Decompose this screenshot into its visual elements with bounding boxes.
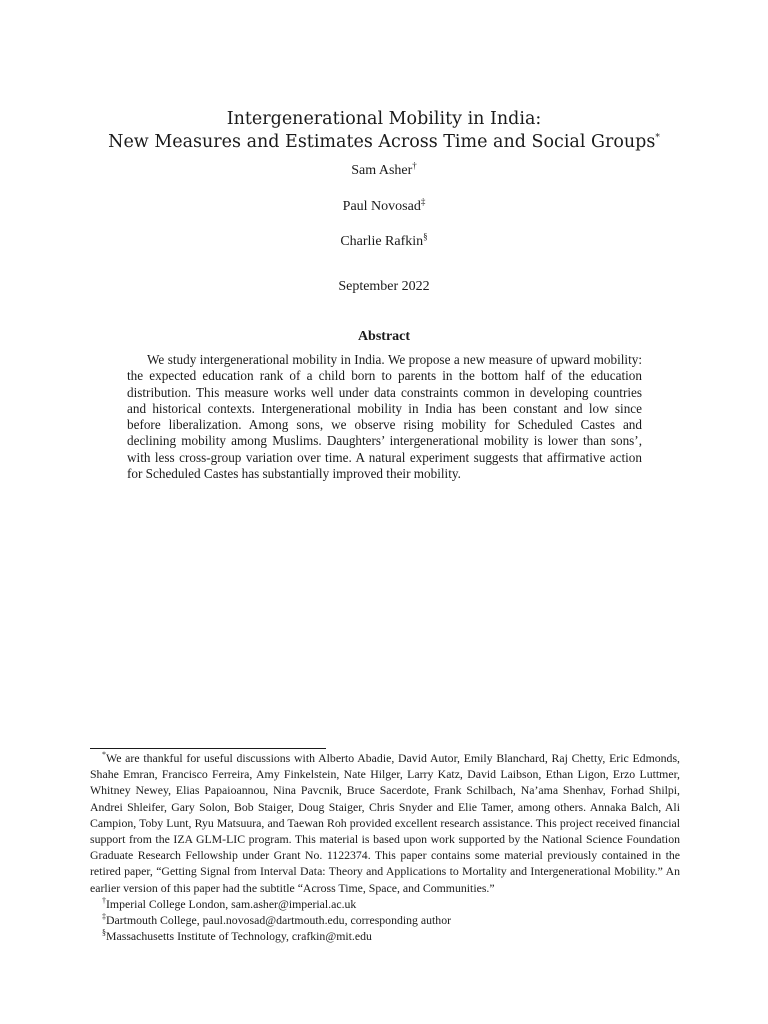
footnote-text: Imperial College London, sam.asher@imperial.ac.uk bbox=[106, 896, 357, 911]
title-footnote-mark: * bbox=[655, 133, 660, 144]
author-footnote-mark: † bbox=[412, 160, 417, 171]
footnote-acknowledgements bbox=[90, 750, 680, 896]
author-1 bbox=[0, 162, 768, 180]
author-name: Sam Asher bbox=[351, 163, 413, 178]
abstract-heading: Abstract bbox=[357, 329, 411, 344]
abstract-body: We study intergenerational mobility in India. We propose a new measure of upward mobility: the expected education rank of a child born to parents in the bottom half of the education distribution. This measure works well under data constraints common in developing countries and historical contexts. Intergenerational mobility in India has been constant and low since before liberalization. Among sons, we observe rising mobility for Scheduled Castes and declining mobility among Muslims. Daughters’ intergenerational mobility is lower than sons’, with less cross-group variation over time. A natural experiment suggests that affirmative action for Scheduled Castes has substantially improved their mobility. bbox=[127, 352, 642, 482]
footnote-affiliation-asher bbox=[90, 896, 680, 912]
author-2 bbox=[0, 198, 768, 216]
footnote-affiliation-novosad bbox=[90, 912, 680, 928]
author-name: Charlie Rafkin bbox=[340, 234, 424, 249]
footnote-mark: * bbox=[102, 750, 106, 760]
footnote-text: Dartmouth College, paul.novosad@dartmouth.edu, corresponding author bbox=[106, 913, 452, 928]
footnote-affiliation-rafkin bbox=[90, 928, 680, 944]
author-name: Paul Novosad bbox=[342, 199, 421, 214]
footnotes bbox=[90, 750, 680, 944]
footnote-mark: § bbox=[102, 928, 106, 938]
footnote-mark: † bbox=[102, 895, 106, 905]
author-footnote-mark: ‡ bbox=[420, 196, 426, 207]
author-3 bbox=[0, 233, 768, 251]
title-line-2-text: New Measures and Estimates Across Time and Social Groups bbox=[108, 132, 656, 152]
author-footnote-mark: § bbox=[423, 231, 428, 242]
footnote-mark: ‡ bbox=[102, 912, 106, 922]
title-line-2 bbox=[0, 131, 768, 154]
footnote-divider bbox=[90, 748, 326, 749]
title-line-1: Intergenerational Mobility in India: bbox=[226, 109, 542, 129]
paper-date: September 2022 bbox=[338, 279, 430, 294]
footnote-text: Massachusetts Institute of Technology, crafkin@mit.edu bbox=[106, 929, 372, 944]
footnote-text: We are thankful for useful discussions with Alberto Abadie, David Autor, Emily Blanchard, Raj Chetty, Eric Edmonds, Shahe Emran, Francisco Ferreira, Amy Finkelstein, Nate Hilger, Larry Katz, David Laibson, Ethan Ligon, Erzo Luttmer, Whitney Newey, Elias Papaioannou, Nina Pavcnik, Bruce Sacerdote, Frank Schilbach, Na’ama Shenhav, Forhad Shilpi, Andrei Shleifer, Gary Solon, Bob Staiger, Doug Staiger, Chris Snyder and Elie Tamer, among others. Annaka Balch, Ali Campion, Toby Lunt, Ryu Matsuura, and Taewan Roh provided excellent research assistance. This project received financial support from the IZA GLM-LIC program. This material is based upon work supported by the National Science Foundation Graduate Research Fellowship under Grant No. 1122374. This paper contains some material previously contained in the retired paper, “Getting Signal from Interval Data: Theory and Applications to Mortality and Intergenerational Mobility.” An earlier version of this paper had the subtitle “Across Time, Space, and Communities.” bbox=[90, 751, 680, 895]
paper-title bbox=[0, 108, 768, 154]
